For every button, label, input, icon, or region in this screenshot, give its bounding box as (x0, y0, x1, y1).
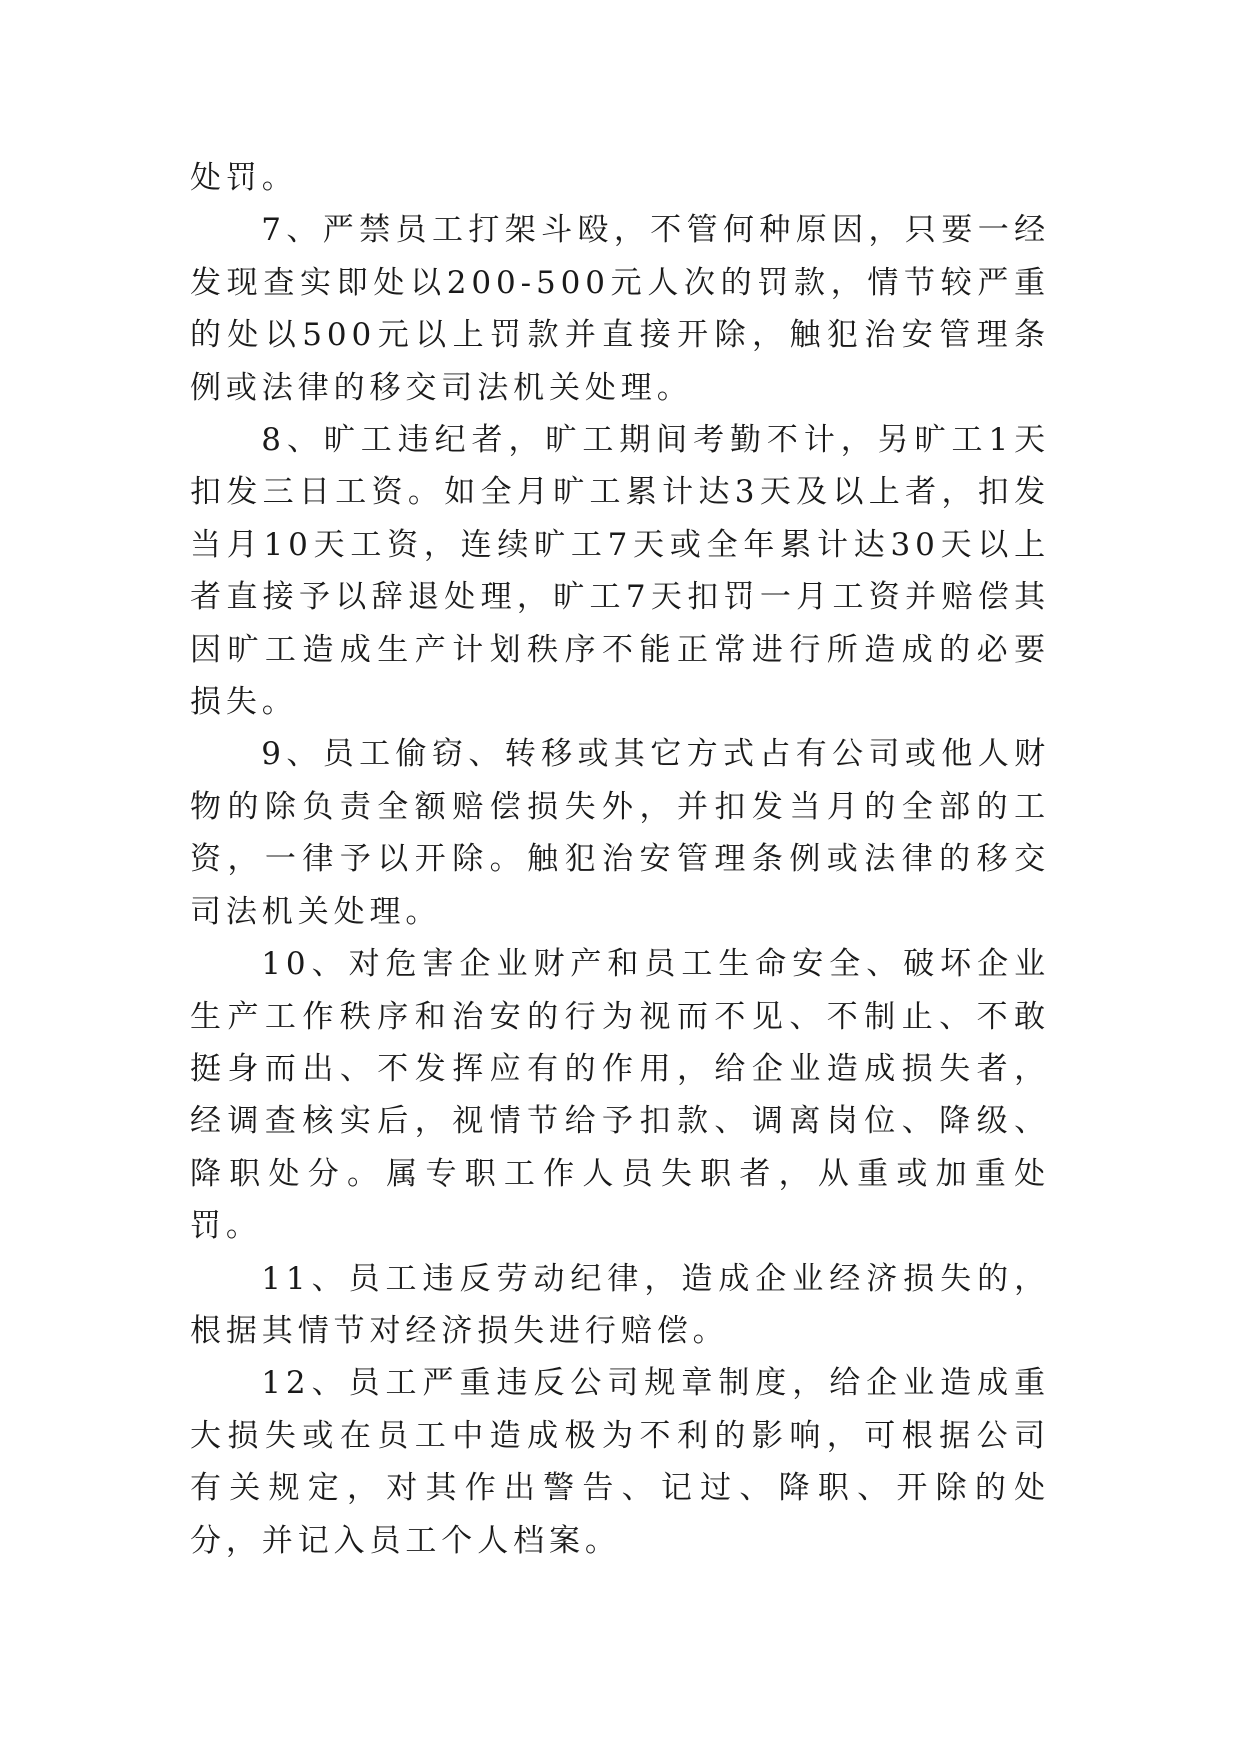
paragraph-item-7: 7、严禁员工打架斗殴，不管何种原因，只要一经发现查实即处以200-500元人次的罚款，情节较严重的处以500元以上罚款并直接开除，触犯治安管理条例或法律的移交司法机关处理。 (190, 212, 1050, 406)
document-body (190, 152, 1050, 1567)
paragraph-item-9: 9、员工偷窃、转移或其它方式占有公司或他人财物的除负责全额赔偿损失外，并扣发当月的全部的工资，一律予以开除。触犯治安管理条例或法律的移交司法机关处理。 (190, 736, 1050, 930)
paragraph-item-10: 10、对危害企业财产和员工生命安全、破坏企业生产工作秩序和治安的行为视而不见、不制止、不敢挺身而出、不发挥应有的作用，给企业造成损失者，经调查核实后，视情节给予扣款、调离岗位、降级、降职处分。属专职工作人员失职者，从重或加重处罚。 (190, 946, 1050, 1245)
paragraph-item-12: 12、员工严重违反公司规章制度，给企业造成重大损失或在员工中造成极为不利的影响，可根据公司有关规定，对其作出警告、记过、降职、开除的处分，并记入员工个人档案。 (190, 1365, 1050, 1559)
paragraph-continuation: 处罚。 (190, 160, 298, 196)
paragraph-item-8: 8、旷工违纪者，旷工期间考勤不计，另旷工1天扣发三日工资。如全月旷工累计达3天及以上者，扣发当月10天工资，连续旷工7天或全年累计达30天以上者直接予以辞退处理，旷工7天扣罚一月工资并赔偿其因旷工造成生产计划秩序不能正常进行所造成的必要损失。 (190, 422, 1050, 721)
paragraph-item-11: 11、员工违反劳动纪律，造成企业经济损失的，根据其情节对经济损失进行赔偿。 (190, 1260, 1050, 1349)
